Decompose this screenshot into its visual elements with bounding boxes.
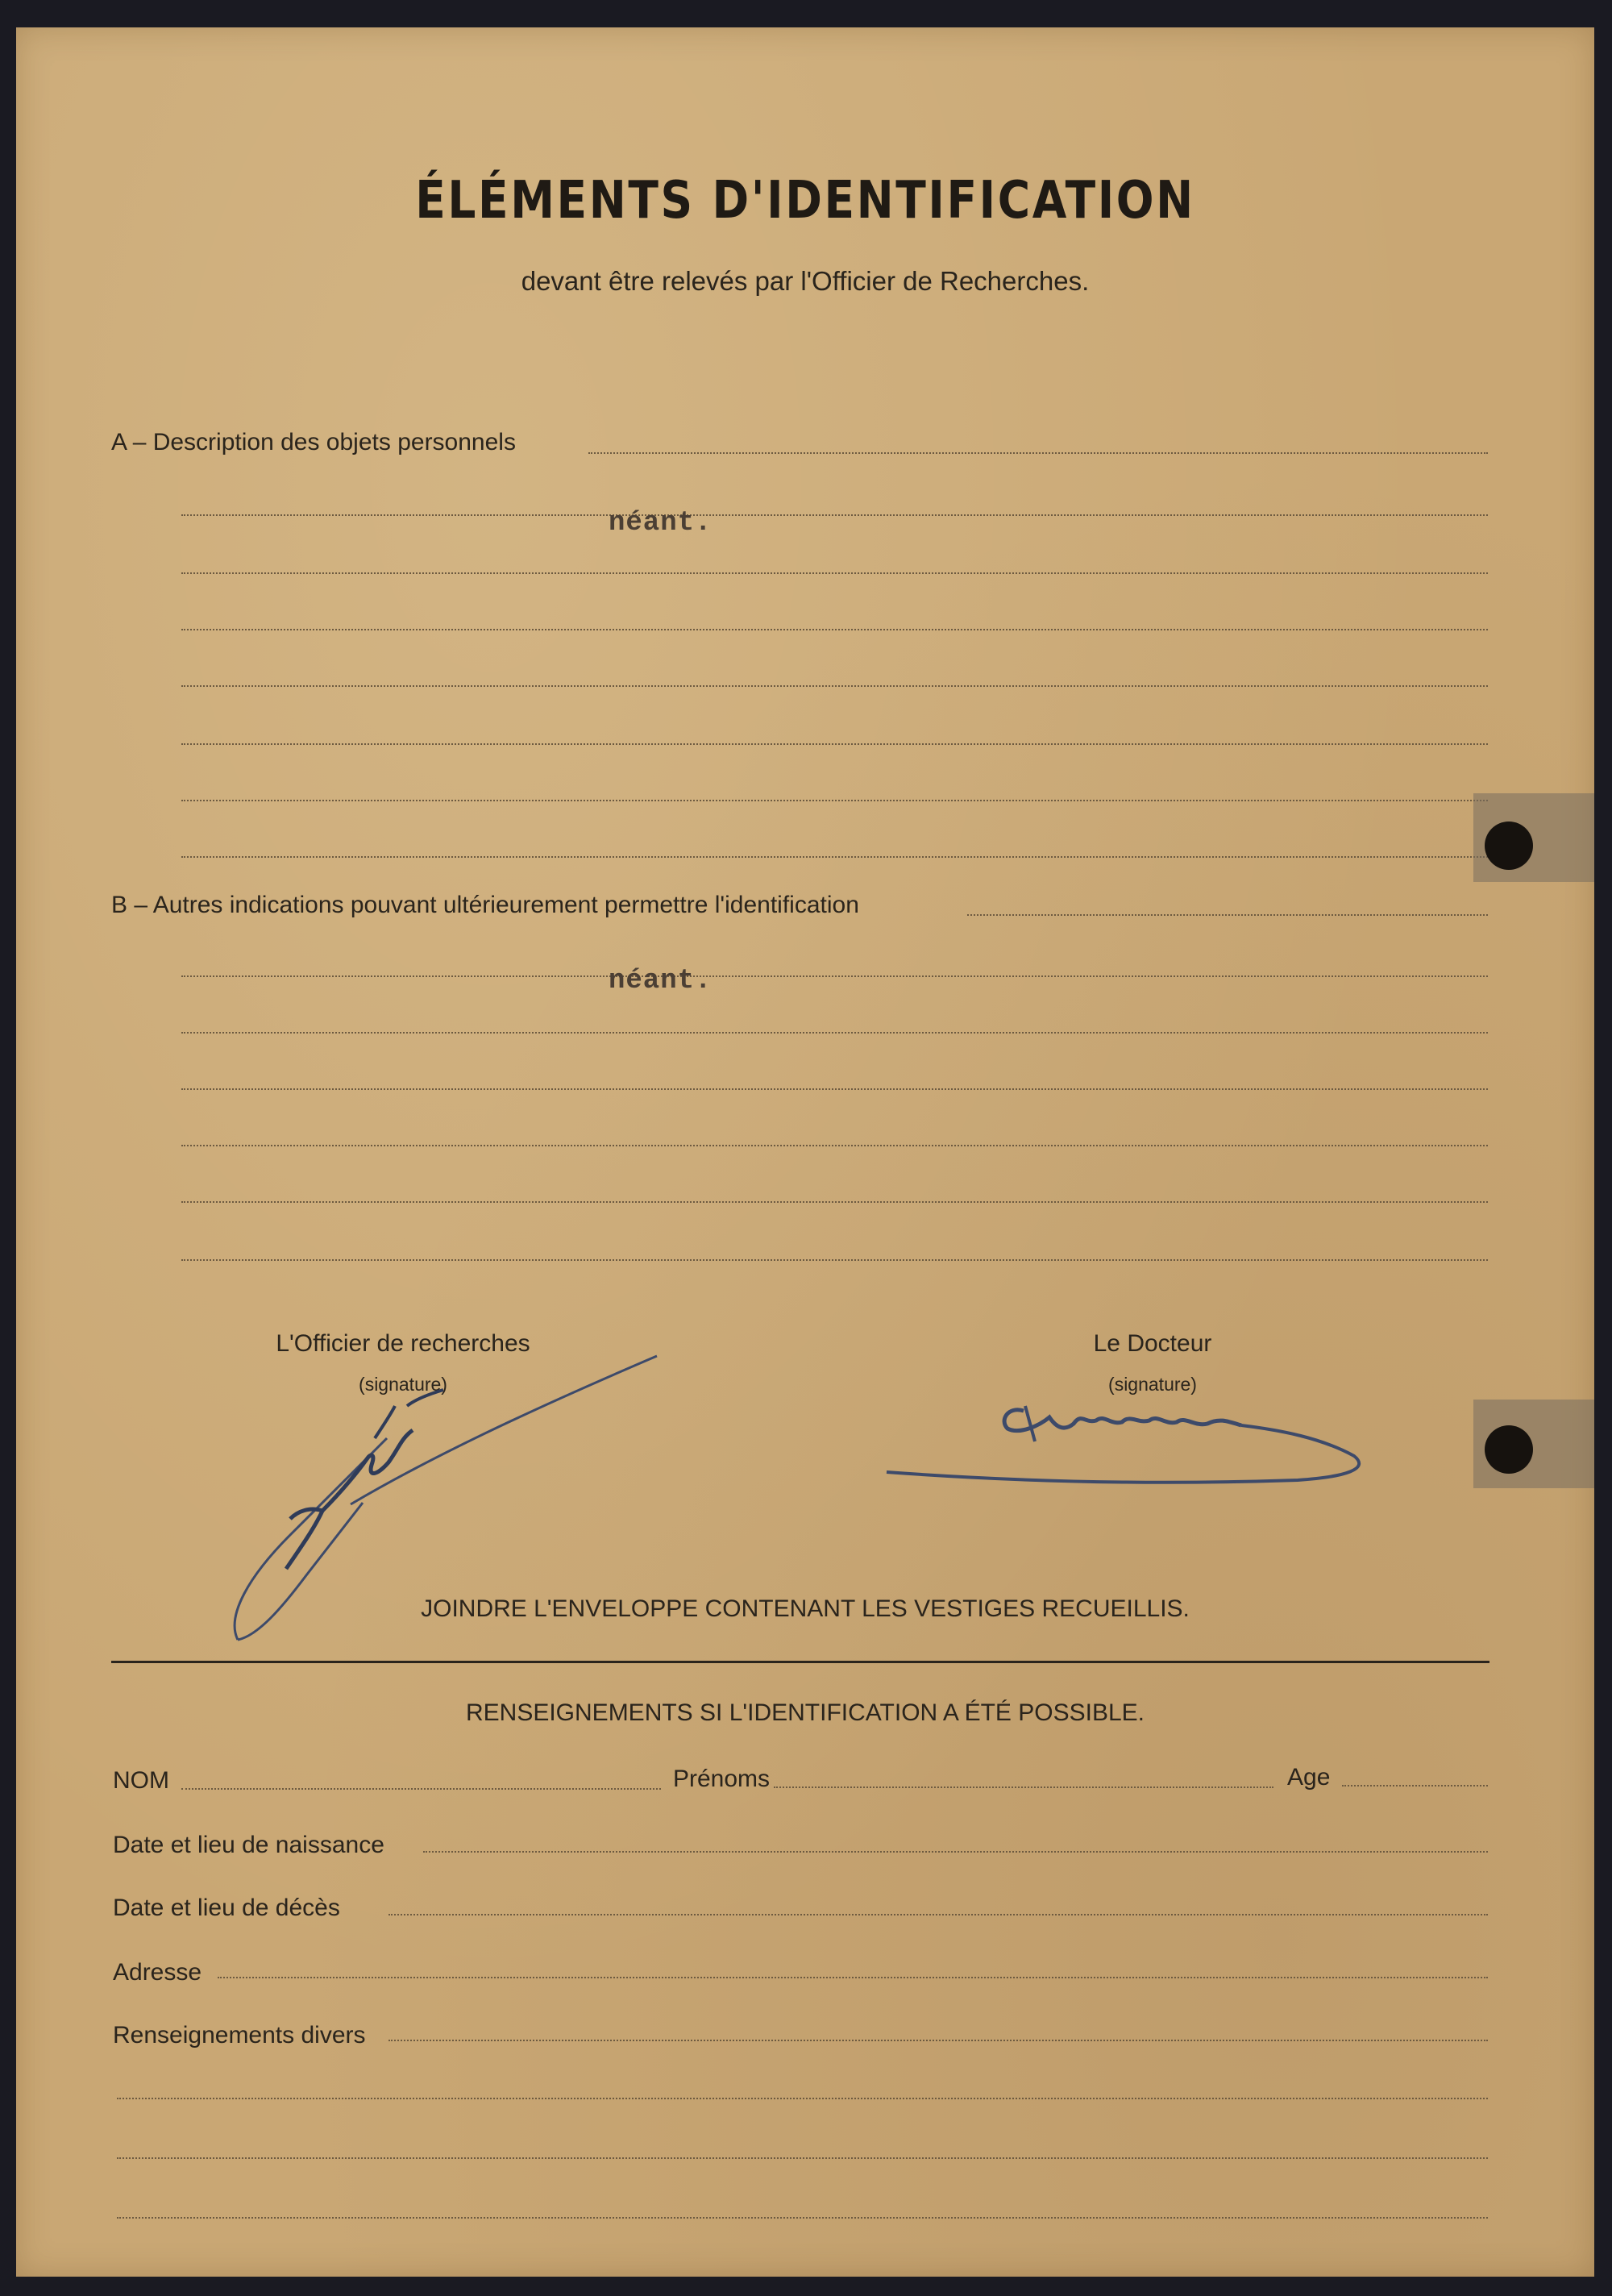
section-b-line [181, 1259, 1488, 1261]
divers-field-line [117, 2098, 1488, 2099]
section-b-line [181, 1088, 1488, 1090]
section-a-line [588, 452, 1488, 454]
deces-label: Date et lieu de décès [113, 1895, 340, 1921]
section-a-line [181, 629, 1488, 630]
divers-field-line [117, 2157, 1488, 2159]
document-sheet [16, 27, 1594, 2277]
doctor-signature [862, 1382, 1394, 1503]
age-label: Age [1287, 1764, 1331, 1791]
section-a-line [181, 743, 1488, 745]
doctor-signature-note: (signature) [1108, 1374, 1197, 1395]
prenoms-field [774, 1786, 1273, 1788]
section-b-line [181, 1145, 1488, 1146]
divers-field [388, 2040, 1488, 2041]
identification-heading: RENSEIGNEMENTS SI L'IDENTIFICATION A ÉTÉ POSSIBLE. [465, 1699, 1145, 1726]
document-title: ÉLÉMENTS D'IDENTIFICATION [415, 171, 1195, 231]
section-a-line [181, 856, 1488, 858]
punch-hole [1485, 1425, 1533, 1474]
section-divider [111, 1661, 1489, 1663]
section-a-line [181, 800, 1488, 801]
section-a-line [181, 514, 1488, 516]
punch-hole [1485, 821, 1533, 870]
section-b-typed-value: néant. [609, 966, 713, 996]
prenoms-label: Prénoms [673, 1766, 771, 1792]
nom-label: NOM [113, 1767, 169, 1794]
section-b-line [967, 914, 1488, 916]
age-field [1342, 1785, 1488, 1786]
section-a-line [181, 685, 1488, 687]
section-b-line [181, 975, 1488, 977]
section-a-typed-value: néant. [609, 508, 713, 539]
deces-field [388, 1914, 1488, 1915]
envelope-note: JOINDRE L'ENVELOPPE CONTENANT LES VESTIGES RECUEILLIS. [421, 1595, 1190, 1622]
divers-field-line [117, 2217, 1488, 2219]
doctor-title: Le Docteur [1093, 1330, 1212, 1357]
officer-signature-note: (signature) [359, 1374, 447, 1395]
officer-title: L'Officier de recherches [276, 1330, 530, 1357]
nom-field [181, 1788, 661, 1790]
naissance-field [423, 1851, 1488, 1853]
section-b-line [181, 1201, 1488, 1203]
adresse-label: Adresse [113, 1959, 202, 1986]
divers-label: Renseignements divers [113, 2022, 366, 2049]
section-b-line [181, 1032, 1488, 1034]
section-b-label: B – Autres indications pouvant ultérieurement permettre l'identification [111, 892, 859, 918]
naissance-label: Date et lieu de naissance [113, 1832, 384, 1858]
section-a-label: A – Description des objets personnels [111, 429, 516, 455]
document-subtitle: devant être relevés par l'Officier de Recherches. [521, 266, 1090, 296]
section-a-line [181, 572, 1488, 574]
adresse-field [218, 1977, 1488, 1978]
